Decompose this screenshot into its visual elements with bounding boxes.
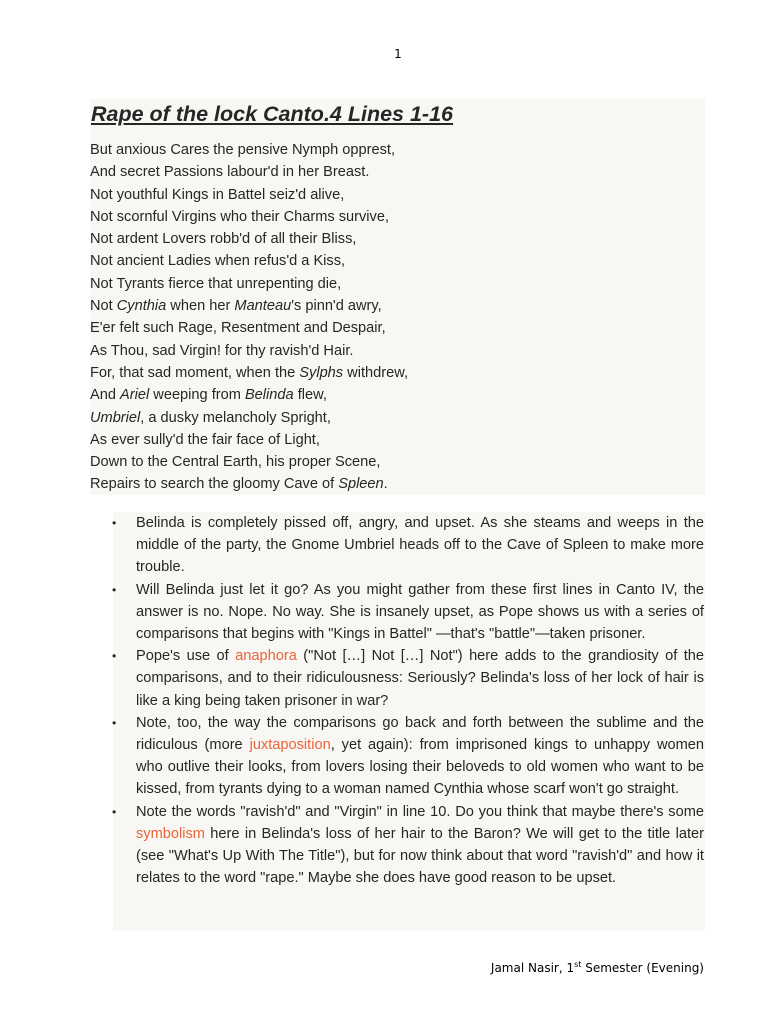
bullet-icon: • xyxy=(112,649,117,664)
anaphora-link[interactable]: anaphora xyxy=(235,648,297,665)
note-item: • Note the words "ravish'd" and "Virgin" in line 10. Do you think that maybe there's some symbolism here in Belinda's loss of her hair to the Baron? We will get to the title later (see "What's Up With The Title"), but for now think about that word "ravish'd" and how it relates to the word "rape." Maybe she does have good reason to be upset. xyxy=(108,801,704,890)
bullet-icon: • xyxy=(112,715,117,730)
poem-line-6: Not ancient Ladies when refus'd a Kiss, xyxy=(90,253,346,270)
note-item: • Pope's use of anaphora ("Not […] Not […] Not") here adds to the grandiosity of the comparisons, and to their ridiculousness: Seriously? Belinda's loss of her lock of hair is like a king being taken prisoner in war? xyxy=(108,645,704,712)
page-number: 1 xyxy=(394,47,402,61)
bullet-icon: • xyxy=(112,582,117,597)
poem-line-16: Repairs to search the gloomy Cave of Spleen. xyxy=(90,476,388,493)
footer-author: Jamal Nasir, 1st Semester (Evening) xyxy=(490,960,704,975)
bullet-icon: • xyxy=(112,804,117,819)
poem-line-8: Not Cynthia when her Manteau's pinn'd awry, xyxy=(90,298,382,315)
poem-line-15: Down to the Central Earth, his proper Scene, xyxy=(90,454,381,471)
document-title: Rape of the lock Canto.4 Lines 1-16 xyxy=(91,102,454,126)
notes-list xyxy=(108,512,704,889)
poem-line-1: But anxious Cares the pensive Nymph opprest, xyxy=(90,142,396,158)
poem-line-11: For, that sad moment, when the Sylphs withdrew, xyxy=(90,364,408,381)
poem-line-14: As ever sully'd the fair face of Light, xyxy=(90,431,320,448)
poem-line-3: Not youthful Kings in Battel seiz'd alive, xyxy=(90,186,345,203)
juxtaposition-link[interactable]: juxtaposition xyxy=(249,737,331,754)
bullet-icon: • xyxy=(112,516,117,530)
poem-line-9: E'er felt such Rage, Resentment and Despair, xyxy=(90,320,386,337)
symbolism-link[interactable]: symbolism xyxy=(136,825,205,842)
poem-line-13: Umbriel, a dusky melancholy Spright, xyxy=(90,409,331,426)
poem-line-12: And Ariel weeping from Belinda flew, xyxy=(90,387,327,404)
note-item: • Belinda is completely pissed off, angry, and upset. As she steams and weeps in the middle of the party, the Gnome Umbriel heads off to the Cave of Spleen to make more trouble. xyxy=(108,512,704,579)
note-item: • Note, too, the way the comparisons go back and forth between the sublime and the ridiculous (more juxtaposition, yet again): from imprisoned kings to unhappy women who outlive their looks, from lovers losing their beloveds to old women who want to be kissed, from tyrants dying to a woman named Cynthia whose scarf won't go straight. xyxy=(108,712,704,801)
poem-line-2: And secret Passions labour'd in her Breast. xyxy=(90,164,370,181)
poem-line-4: Not scornful Virgins who their Charms survive, xyxy=(90,208,390,225)
poem-line-7: Not Tyrants fierce that unrepenting die, xyxy=(90,275,342,292)
poem-line-10: As Thou, sad Virgin! for thy ravish'd Hair. xyxy=(90,342,354,359)
note-item: • Will Belinda just let it go? As you might gather from these first lines in Canto IV, the answer is no. Nope. No way. She is insanely upset, as Pope shows us with a series of comparisons that begins with "Kings in Battel" —that's "battle"—taken prisoner. xyxy=(108,579,704,646)
poem-line-5: Not ardent Lovers robb'd of all their Bliss, xyxy=(90,231,357,248)
poem-excerpt xyxy=(90,139,690,496)
